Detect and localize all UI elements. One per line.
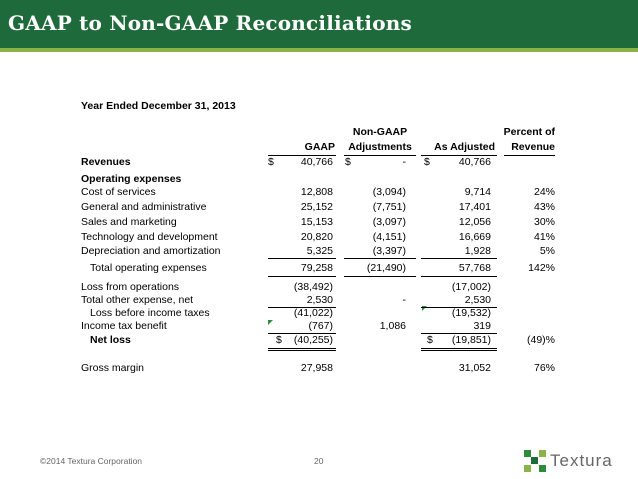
gross-margin-adjusted: 31,052 — [458, 362, 491, 374]
opex-row-adjusted: 12,056 — [458, 216, 491, 228]
opex-row-adj: (3,397) — [372, 245, 406, 257]
subtotal-rule-adjustments — [344, 276, 416, 277]
other-expense-adj: - — [402, 294, 406, 306]
total-opex-pct: 142% — [528, 262, 555, 274]
col-header-adjusted: As Adjusted — [434, 141, 495, 153]
total-opex-adjusted: 57,768 — [458, 262, 491, 274]
gross-margin-label: Gross margin — [81, 362, 145, 374]
opex-row-adjusted: 9,714 — [464, 186, 491, 198]
subtotal-rule-adjusted — [421, 258, 497, 259]
loss-before-tax-label: Loss before income taxes — [90, 307, 210, 319]
opex-row-adj: (7,751) — [372, 201, 406, 213]
period-heading: Year Ended December 31, 2013 — [81, 100, 236, 112]
col-header-pct-line2: Revenue — [511, 141, 555, 153]
page-number: 20 — [314, 456, 324, 466]
textura-logo-icon — [524, 450, 546, 472]
tax-benefit-adjusted: 319 — [473, 320, 491, 332]
total-rule-gaap — [268, 350, 336, 351]
opex-row-adj: (3,094) — [372, 186, 406, 198]
opex-heading: Operating expenses — [81, 173, 182, 185]
gross-margin-gaap: 27,958 — [300, 362, 333, 374]
footer-copyright: ©2014 Textura Corporation — [40, 456, 143, 466]
opex-row-label: Depreciation and amortization — [81, 245, 221, 257]
subtotal-rule-gaap — [268, 276, 336, 277]
net-loss-gaap-currency: $ — [276, 334, 282, 346]
other-expense-label: Total other expense, net — [81, 294, 194, 306]
subtotal-rule-adjustments — [344, 258, 416, 259]
revenues-gaap: 40,766 — [300, 156, 333, 168]
loss-ops-adjusted: (17,002) — [451, 281, 491, 293]
loss-before-tax-adjusted: (19,532) — [451, 307, 491, 319]
opex-row-gaap: 25,152 — [300, 201, 333, 213]
opex-row-adj: (4,151) — [372, 231, 406, 243]
opex-row-label: Sales and marketing — [81, 216, 177, 228]
revenues-adjusted: 40,766 — [458, 156, 491, 168]
opex-row-adj: (3,097) — [372, 216, 406, 228]
col-header-non-gaap-line2: Adjustments — [348, 141, 412, 153]
net-loss-adjusted-currency: $ — [427, 334, 433, 346]
opex-row-label: Cost of services — [81, 186, 156, 198]
loss-ops-gaap: (38,492) — [293, 281, 333, 293]
header-rule-pct — [504, 155, 555, 156]
other-expense-adjusted: 2,530 — [464, 294, 491, 306]
subtotal-rule-adjusted — [421, 276, 497, 277]
opex-row-adjusted: 1,928 — [464, 245, 491, 257]
tax-benefit-adj: 1,086 — [379, 320, 406, 332]
opex-row-adjusted: 17,401 — [458, 201, 491, 213]
tax-benefit-gaap: (767) — [308, 320, 333, 332]
slide-title: GAAP to Non-GAAP Reconciliations — [8, 11, 412, 35]
total-opex-adj: (21,490) — [366, 262, 406, 274]
opex-row-pct: 43% — [533, 201, 555, 213]
revenues-gaap-currency: $ — [268, 156, 274, 168]
total-opex-gaap: 79,258 — [300, 262, 333, 274]
opex-row-pct: 30% — [533, 216, 555, 228]
net-loss-gaap: (40,255) — [293, 334, 333, 346]
subtotal-rule-gaap — [268, 258, 336, 259]
opex-row-gaap: 15,153 — [300, 216, 333, 228]
loss-before-tax-gaap: (41,022) — [293, 307, 333, 319]
net-loss-adjusted: (19,851) — [451, 334, 491, 346]
revenues-label: Revenues — [81, 156, 131, 168]
opex-row-gaap: 12,808 — [300, 186, 333, 198]
opex-row-pct: 24% — [533, 186, 555, 198]
revenues-adjusted-currency: $ — [424, 156, 430, 168]
opex-row-pct: 41% — [533, 231, 555, 243]
opex-row-label: Technology and development — [81, 231, 218, 243]
total-rule-adjusted — [421, 348, 497, 349]
revenues-adj-currency: $ — [345, 156, 351, 168]
opex-row-label: General and administrative — [81, 201, 207, 213]
total-rule-adjusted — [421, 350, 497, 351]
opex-row-pct: 5% — [539, 245, 555, 257]
opex-row-adjusted: 16,669 — [458, 231, 491, 243]
total-rule-gaap — [268, 348, 336, 349]
tax-benefit-label: Income tax benefit — [81, 320, 167, 332]
loss-ops-label: Loss from operations — [81, 281, 180, 293]
net-loss-pct: (49)% — [526, 334, 555, 346]
opex-row-gaap: 5,325 — [306, 245, 333, 257]
other-expense-gaap: 2,530 — [306, 294, 333, 306]
gross-margin-pct: 76% — [533, 362, 555, 374]
net-loss-label: Net loss — [90, 334, 131, 346]
revenues-adj: - — [402, 156, 406, 168]
col-header-non-gaap-line1: Non-GAAP — [352, 126, 408, 138]
col-header-gaap: GAAP — [304, 141, 335, 153]
opex-row-gaap: 20,820 — [300, 231, 333, 243]
total-opex-label: Total operating expenses — [90, 262, 207, 274]
textura-logo-text: Textura — [550, 451, 613, 470]
col-header-pct-line1: Percent of — [503, 126, 555, 138]
